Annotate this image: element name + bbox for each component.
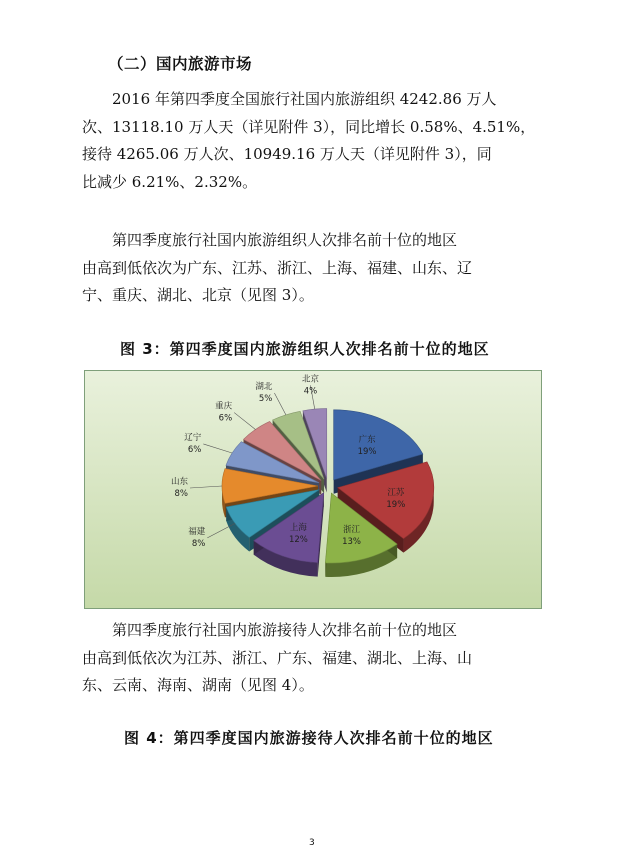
leader-line	[203, 444, 232, 453]
paragraph-line: 2016 年第四季度全国旅行社国内旅游组织 4242.86 万人	[112, 90, 497, 108]
slice-percent-label: 19%	[386, 500, 406, 511]
slice-category-label: 辽宁	[184, 432, 202, 443]
slice-percent-label: 12%	[288, 535, 308, 546]
slice-category-label: 江苏	[387, 488, 405, 499]
figure-3-pie-chart	[84, 370, 542, 609]
slice-percent-label: 6%	[218, 413, 233, 424]
slice-percent-label: 8%	[191, 538, 206, 549]
slice-category-label: 北京	[301, 374, 319, 385]
slice-category-label: 湖北	[255, 382, 273, 393]
slice-percent-label: 6%	[187, 444, 202, 455]
paragraph-line: 第四季度旅行社国内旅游接待人次排名前十位的地区	[112, 621, 458, 639]
paragraph-line: 东、云南、海南、湖南（见图 4）。	[82, 676, 314, 694]
paragraph-line: 由高到低依次为广东、江苏、浙江、上海、福建、山东、辽	[82, 258, 473, 277]
slice-category-label: 广东	[358, 434, 376, 445]
figure-4-caption: 图 4：第四季度国内旅游接待人次排名前十位的地区	[124, 729, 494, 747]
pie-chart-svg	[85, 371, 543, 610]
slice-category-label: 福建	[188, 526, 206, 537]
paragraph-domestic-summary	[82, 86, 552, 196]
slice-category-label: 山东	[170, 477, 188, 487]
leader-line	[234, 413, 255, 430]
paragraph-organized-ranking	[82, 227, 552, 310]
paragraph-line: 次、13118.10 万人天（详见附件 3），同比增长 0.58%、4.51%，	[82, 117, 536, 136]
figure-3-caption: 图 3：第四季度国内旅游组织人次排名前十位的地区	[120, 340, 490, 358]
slice-percent-label: 4%	[303, 386, 318, 397]
slice-percent-label: 8%	[174, 489, 188, 499]
paragraph-line: 由高到低依次为江苏、浙江、广东、福建、湖北、上海、山	[82, 648, 473, 667]
slice-category-label: 上海	[289, 523, 307, 534]
leader-line	[190, 486, 222, 488]
paragraph-line: 比减少 6.21%、2.32%。	[82, 172, 258, 191]
paragraph-line: 接待 4265.06 万人次、10949.16 万人天（详见附件 3），同	[82, 145, 492, 163]
paragraph-line: 第四季度旅行社国内旅游组织人次排名前十位的地区	[112, 231, 458, 249]
page-number: 3	[309, 838, 315, 848]
slice-percent-label: 5%	[258, 394, 273, 405]
leader-line	[274, 393, 286, 415]
section-heading: （二）国内旅游市场	[108, 55, 253, 73]
slice-category-label: 浙江	[343, 524, 361, 535]
paragraph-line: 宁、重庆、湖北、北京（见图 3）。	[82, 286, 314, 304]
slice-percent-label: 13%	[342, 536, 362, 547]
slice-percent-label: 19%	[357, 446, 377, 457]
slice-category-label: 重庆	[215, 401, 233, 412]
paragraph-received-ranking	[82, 617, 552, 700]
